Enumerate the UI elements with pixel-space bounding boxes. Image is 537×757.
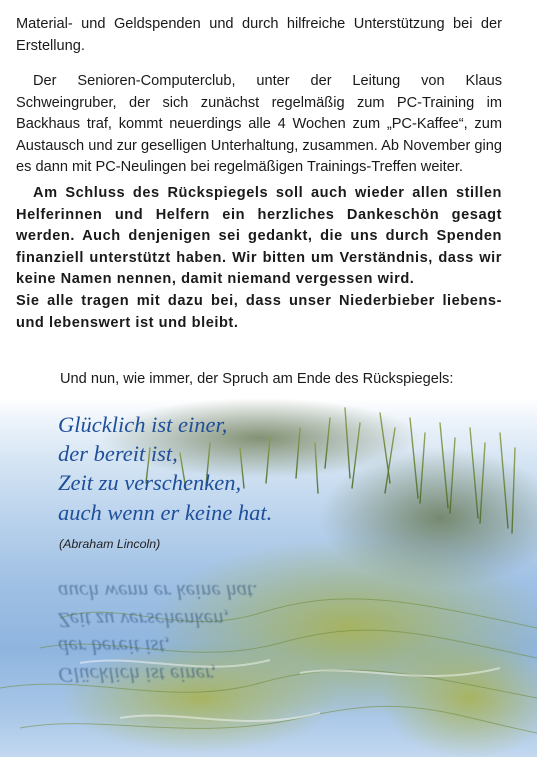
quote-line: auch wenn er keine hat. <box>58 499 273 525</box>
quote-line: der bereit ist, <box>58 441 178 467</box>
paragraph-text: Der Senioren-Computerclub, unter der Leitung von Klaus Schweingruber, der sich zunächst regelmäßig zum PC-Training im Backhaus traf, kommt neuerdings alle 4 Wochen zum „PC-Kaffee“, zum Austausch und zur geselligen Unterhaltung, zusammen. Ab November ging es dann mit PC-Neulingen bei regelmäßigen Trainings-Treffen weiter. <box>16 73 502 176</box>
paragraph-thanks-closing: Sie alle tragen mit dazu bei, dass unser Niederbieber liebens- und lebenswert ist und bleibt. <box>16 292 502 331</box>
reflection-line: Glücklich ist einer, <box>58 663 217 687</box>
reflection-line: Zeit zu verschenken, <box>58 608 229 632</box>
quote-line: Zeit zu verschenken, <box>58 470 242 496</box>
paragraph-computer-club <box>16 71 502 179</box>
reflection-line: auch wenn er keine hat. <box>58 580 259 605</box>
quote-reflection <box>58 578 258 688</box>
quote-author: (Abraham Lincoln) <box>59 537 161 551</box>
paragraph-thanks <box>16 183 502 334</box>
quote-intro: Und nun, wie immer, der Spruch am Ende des Rückspiegels: <box>60 371 454 387</box>
quote <box>58 410 272 527</box>
paragraph-thanks-main: Am Schluss des Rückspiegels soll auch wieder allen stillen Helferinnen und Helfern ein herzliches Dankeschön gesagt werden. Auch denjenigen sei gedankt, die uns durch Spenden finanziell unterstützt haben. Wir bitten um Verständnis, dass wir keine Namen nennen, damit niemand vergessen wird. <box>16 185 502 288</box>
paragraph-donations <box>16 14 502 57</box>
quote-line: Glücklich ist einer, <box>58 412 228 437</box>
reflection-line: der bereit ist, <box>58 635 170 660</box>
paragraph-text: Material- und Geldspenden und durch hilfreiche Unterstützung bei der Erstellung. <box>16 16 502 54</box>
